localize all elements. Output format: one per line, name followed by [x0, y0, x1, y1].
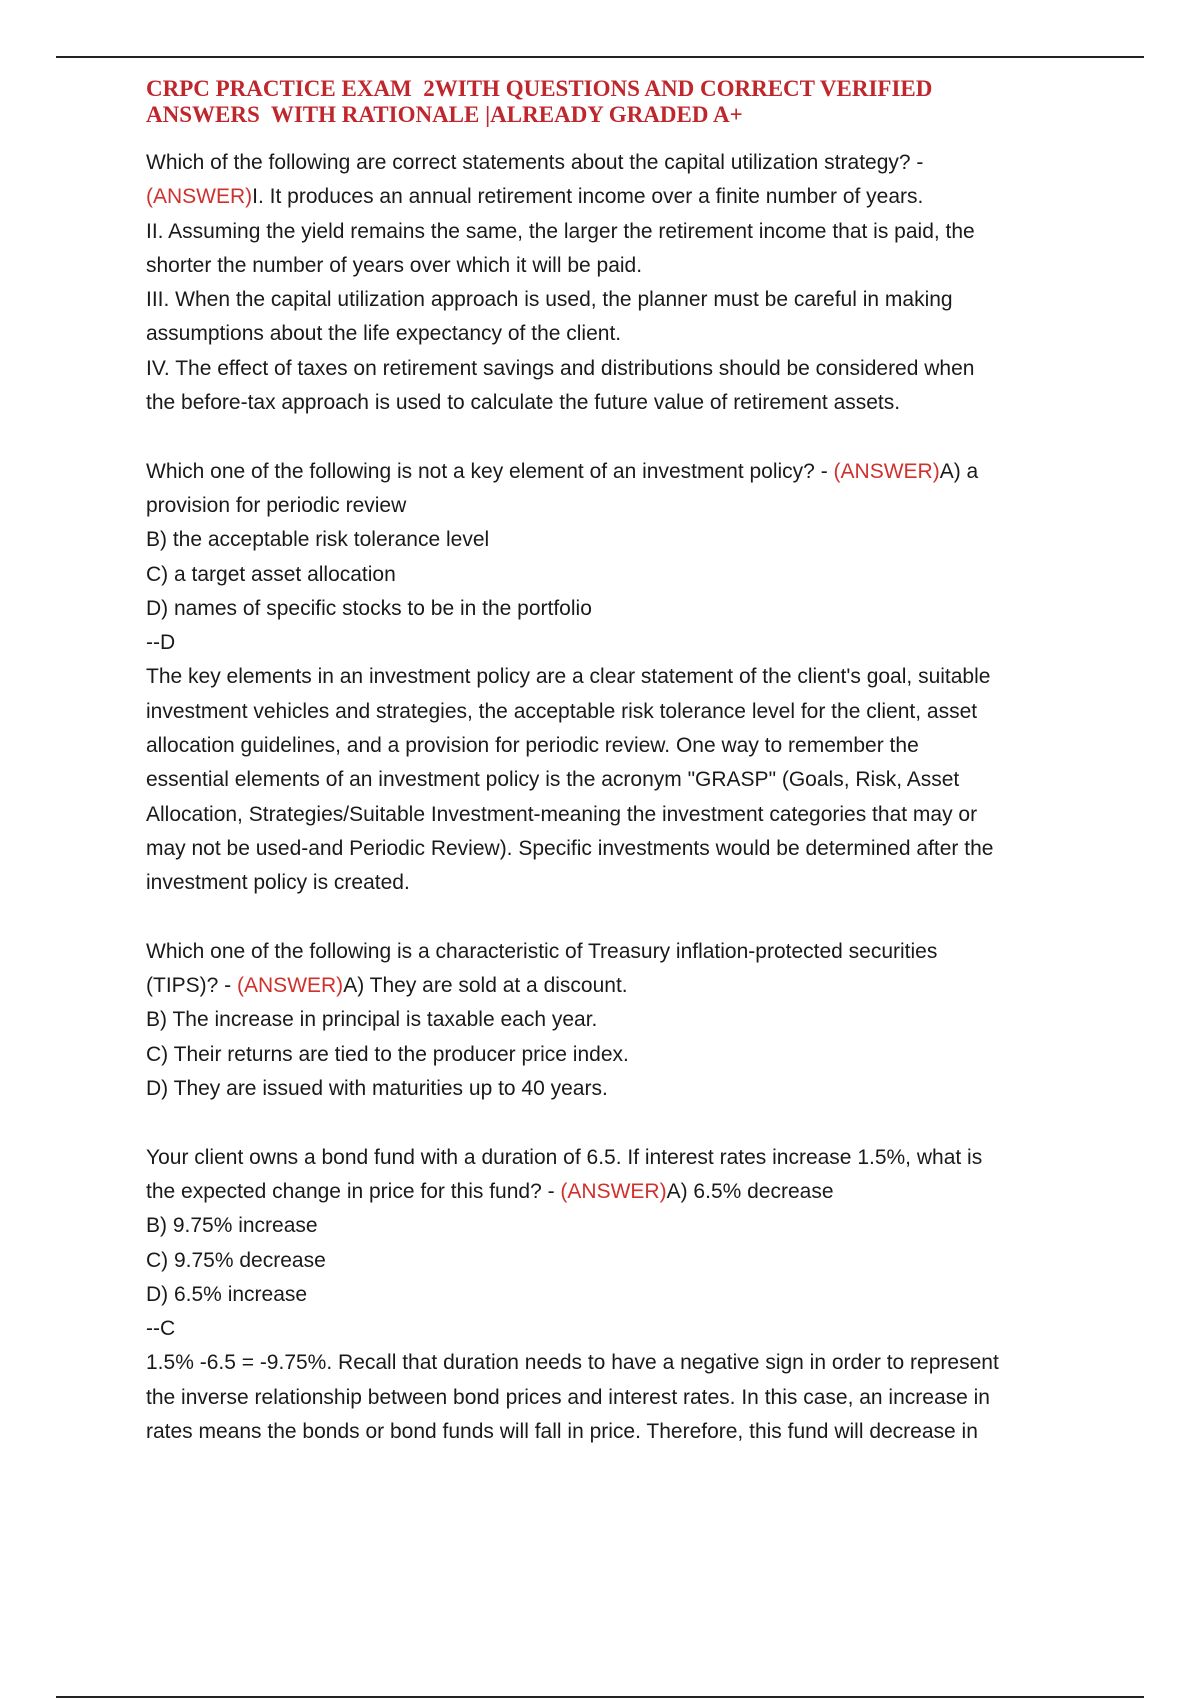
q1-line: assumptions about the life expectancy of the client.	[146, 322, 622, 346]
q1-line: shorter the number of years over which it will be paid.	[146, 253, 643, 277]
q4-option-b: B) 9.75% increase	[146, 1214, 318, 1238]
q4-option-c: C) 9.75% decrease	[146, 1248, 326, 1272]
q1-answer-line	[146, 180, 1106, 214]
q2-rationale-line: The key elements in an investment policy are a clear statement of the client's goal, suitable	[146, 665, 991, 689]
title-line-1: CRPC PRACTICE EXAM 2WITH QUESTIONS AND CORRECT VERIFIED	[146, 76, 933, 101]
q4-rationale-line: rates means the bonds or bond funds will fall in price. Therefore, this fund will decrease in	[146, 1419, 978, 1443]
q2-rationale-line: essential elements of an investment policy is the acronym "GRASP" (Goals, Risk, Asset	[146, 768, 960, 792]
title-line-2: ANSWERS WITH RATIONALE |ALREADY GRADED A+	[146, 102, 743, 127]
question-3	[146, 935, 1106, 1106]
q1-prompt: Which of the following are correct statements about the capital utilization strategy? -	[146, 151, 924, 174]
q2-prompt: Which one of the following is not a key element of an investment policy? -	[146, 459, 834, 483]
q1-line: IV. The effect of taxes on retirement savings and distributions should be considered when	[146, 356, 975, 380]
question-2	[146, 455, 1106, 901]
q3-prompt: (TIPS)? -	[146, 974, 238, 998]
q2-rationale-line: allocation guidelines, and a provision for periodic review. One way to remember the	[146, 734, 919, 758]
q2-prompt-line	[146, 455, 1106, 489]
q2-option-d: D) names of specific stocks to be in the portfolio	[146, 596, 592, 620]
q4-rationale-line: the inverse relationship between bond prices and interest rates. In this case, an increase in	[146, 1385, 990, 1409]
q3-option-b: B) The increase in principal is taxable each year.	[146, 1008, 598, 1032]
q4-correct-answer: --C	[146, 1317, 176, 1341]
q4-prompt-line-1: Your client owns a bond fund with a duration of 6.5. If interest rates increase 1.5%, what is	[146, 1145, 983, 1169]
q3-prompt-line-1: Which one of the following is a characteristic of Treasury inflation-protected securities	[146, 939, 938, 963]
q2-rationale-line: investment policy is created.	[146, 871, 410, 895]
spacer	[146, 1106, 1106, 1140]
document-title	[146, 76, 1106, 128]
document-body	[146, 76, 1106, 1449]
q4-rationale-line: 1.5% -6.5 = -9.75%. Recall that duration needs to have a negative sign in order to represent	[146, 1351, 999, 1375]
q3-option-d: D) They are issued with maturities up to 40 years.	[146, 1077, 608, 1101]
bottom-rule	[56, 1696, 1144, 1698]
q4-prompt: the expected change in price for this fund? -	[146, 1179, 561, 1203]
answer-tag: (ANSWER)	[237, 974, 344, 998]
q2-correct-answer: --D	[146, 631, 176, 655]
q3-option-c: C) Their returns are tied to the producer price index.	[146, 1042, 629, 1066]
q2-option-c: C) a target asset allocation	[146, 562, 396, 586]
q2-rationale-line: may not be used-and Periodic Review). Specific investments would be determined after the	[146, 836, 994, 860]
answer-tag: (ANSWER)	[146, 185, 253, 209]
question-1	[146, 146, 1106, 420]
question-4	[146, 1141, 1106, 1450]
q4-option-d: D) 6.5% increase	[146, 1282, 308, 1306]
q3-prompt-line-2	[146, 969, 1106, 1003]
answer-tag: (ANSWER)	[560, 1179, 667, 1203]
spacer	[146, 901, 1106, 935]
q4-answer-start: A) 6.5% decrease	[666, 1179, 834, 1203]
q2-option-b: B) the acceptable risk tolerance level	[146, 528, 490, 552]
q2-answer-start: A) a	[939, 459, 979, 483]
top-rule	[56, 56, 1144, 58]
answer-tag: (ANSWER)	[833, 459, 940, 483]
q2-rationale-line: investment vehicles and strategies, the acceptable risk tolerance level for the client, asset	[146, 699, 978, 723]
q1-answer-start: I. It produces an annual retirement income over a finite number of years.	[252, 185, 924, 209]
q2-rationale-line: Allocation, Strategies/Suitable Investment-meaning the investment categories that may or	[146, 802, 978, 826]
q1-line: III. When the capital utilization approach is used, the planner must be careful in making	[146, 288, 953, 312]
q2-line: provision for periodic review	[146, 493, 407, 517]
q1-line: II. Assuming the yield remains the same, the larger the retirement income that is paid, the	[146, 219, 975, 243]
q3-answer-start: A) They are sold at a discount.	[343, 974, 628, 998]
spacer	[146, 420, 1106, 454]
q1-line: the before-tax approach is used to calculate the future value of retirement assets.	[146, 391, 901, 415]
q4-prompt-line-2	[146, 1175, 1106, 1209]
